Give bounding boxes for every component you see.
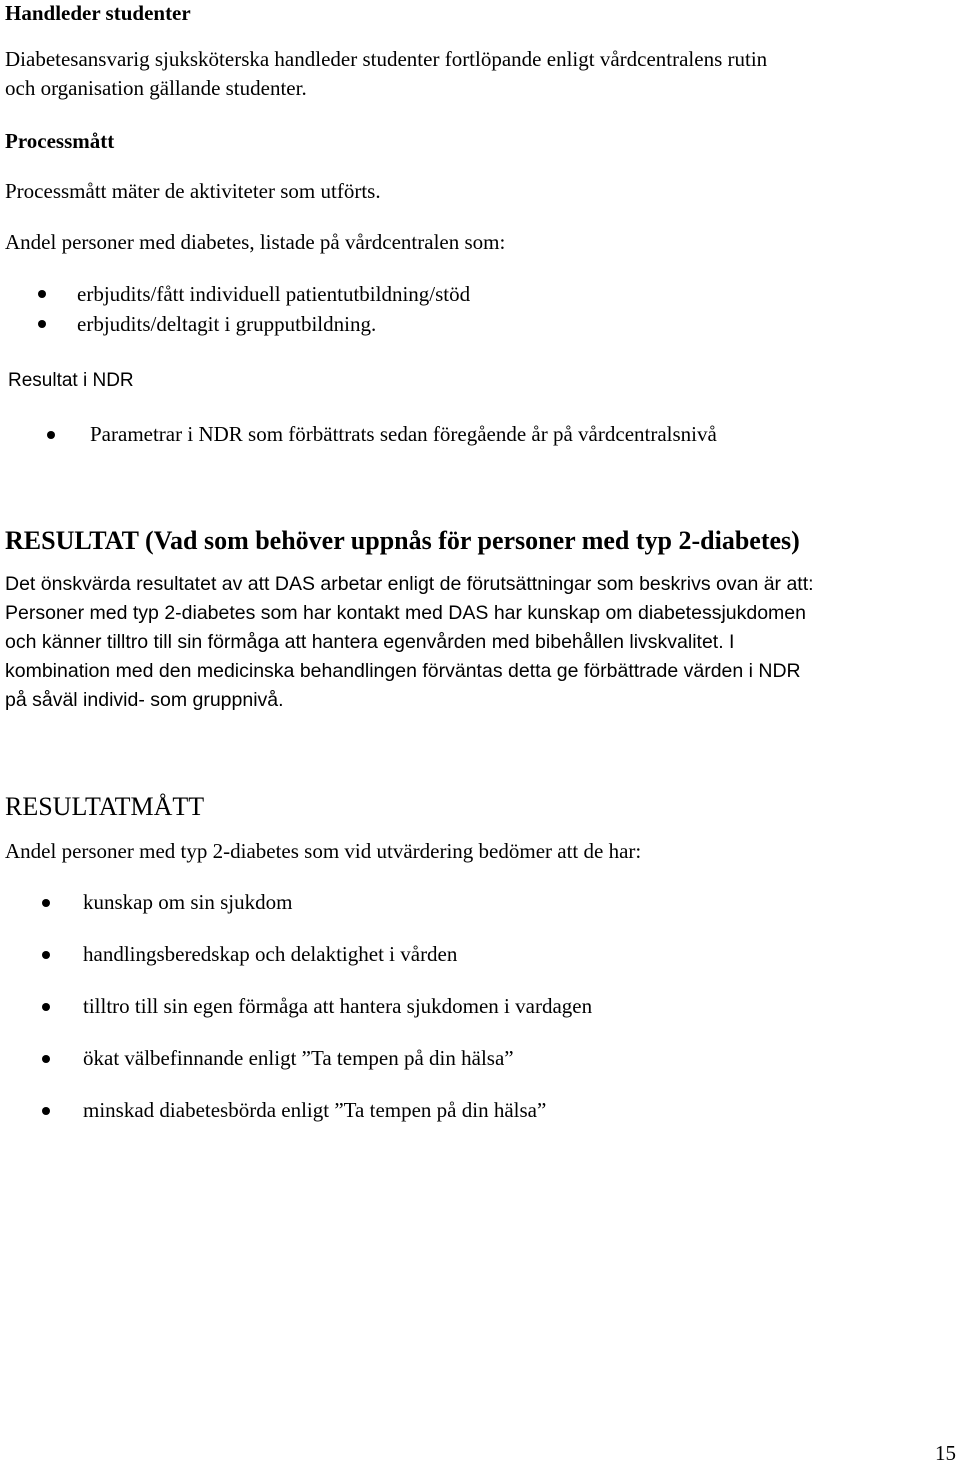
section-heading-resultat-ndr: Resultat i NDR	[8, 370, 134, 391]
resultatmatt-intro: Andel personer med typ 2-diabetes som vid utvärdering bedömer att de har:	[5, 839, 642, 863]
list-item: kunskap om sin sjukdom	[83, 890, 293, 914]
bullet-icon	[42, 1055, 50, 1063]
paragraph-line: Diabetesansvarig sjuksköterska handleder studenter fortlöpande enligt vårdcentralens rutin	[5, 47, 768, 71]
section-heading-handleder: Handleder studenter	[5, 1, 191, 25]
paragraph-handleder	[5, 45, 950, 103]
bullet-icon	[42, 1107, 50, 1115]
section-heading-processmatt: Processmått	[5, 129, 115, 153]
bullet-icon	[42, 1003, 50, 1011]
list-item: tilltro till sin egen förmåga att hantera sjukdomen i vardagen	[83, 994, 593, 1018]
paragraph-line: och känner tilltro till sin förmåga att hantera egenvården med bibehållen livskvalitet. I	[5, 631, 735, 653]
paragraph-line: Det önskvärda resultatet av att DAS arbetar enligt de förutsättningar som beskrivs ovan är att:	[5, 573, 814, 595]
bullet-icon	[42, 951, 50, 959]
page-number: 15	[935, 1441, 956, 1465]
paragraph-line: på såväl individ- som gruppnivå.	[5, 689, 284, 711]
list-item: ökat välbefinnande enligt ”Ta tempen på din hälsa”	[83, 1046, 514, 1070]
list-item: erbjudits/deltagit i grupputbildning.	[77, 312, 377, 336]
processmatt-intro: Processmått mäter de aktiviteter som utförts.	[5, 179, 381, 203]
section-heading-resultat: RESULTAT (Vad som behöver uppnås för personer med typ 2-diabetes)	[5, 526, 800, 555]
paragraph-line: Personer med typ 2-diabetes som har kontakt med DAS har kunskap om diabetessjukdomen	[5, 602, 806, 624]
bullet-icon	[38, 290, 46, 298]
list-item: Parametrar i NDR som förbättrats sedan föregående år på vårdcentralsnivå	[90, 422, 717, 446]
list-item: handlingsberedskap och delaktighet i vården	[83, 942, 458, 966]
paragraph-line: och organisation gällande studenter.	[5, 76, 307, 100]
processmatt-list-intro: Andel personer med diabetes, listade på vårdcentralen som:	[5, 230, 506, 254]
paragraph-line: kombination med den medicinska behandlingen förväntas detta ge förbättrade värden i NDR	[5, 660, 801, 682]
bullet-icon	[42, 899, 50, 907]
list-item: minskad diabetesbörda enligt ”Ta tempen på din hälsa”	[83, 1098, 547, 1122]
section-heading-resultatmatt: RESULTATMÅTT	[5, 792, 205, 821]
paragraph-resultat	[5, 570, 950, 715]
list-item: erbjudits/fått individuell patientutbildning/stöd	[77, 282, 471, 306]
bullet-icon	[47, 431, 55, 439]
bullet-icon	[38, 320, 46, 328]
